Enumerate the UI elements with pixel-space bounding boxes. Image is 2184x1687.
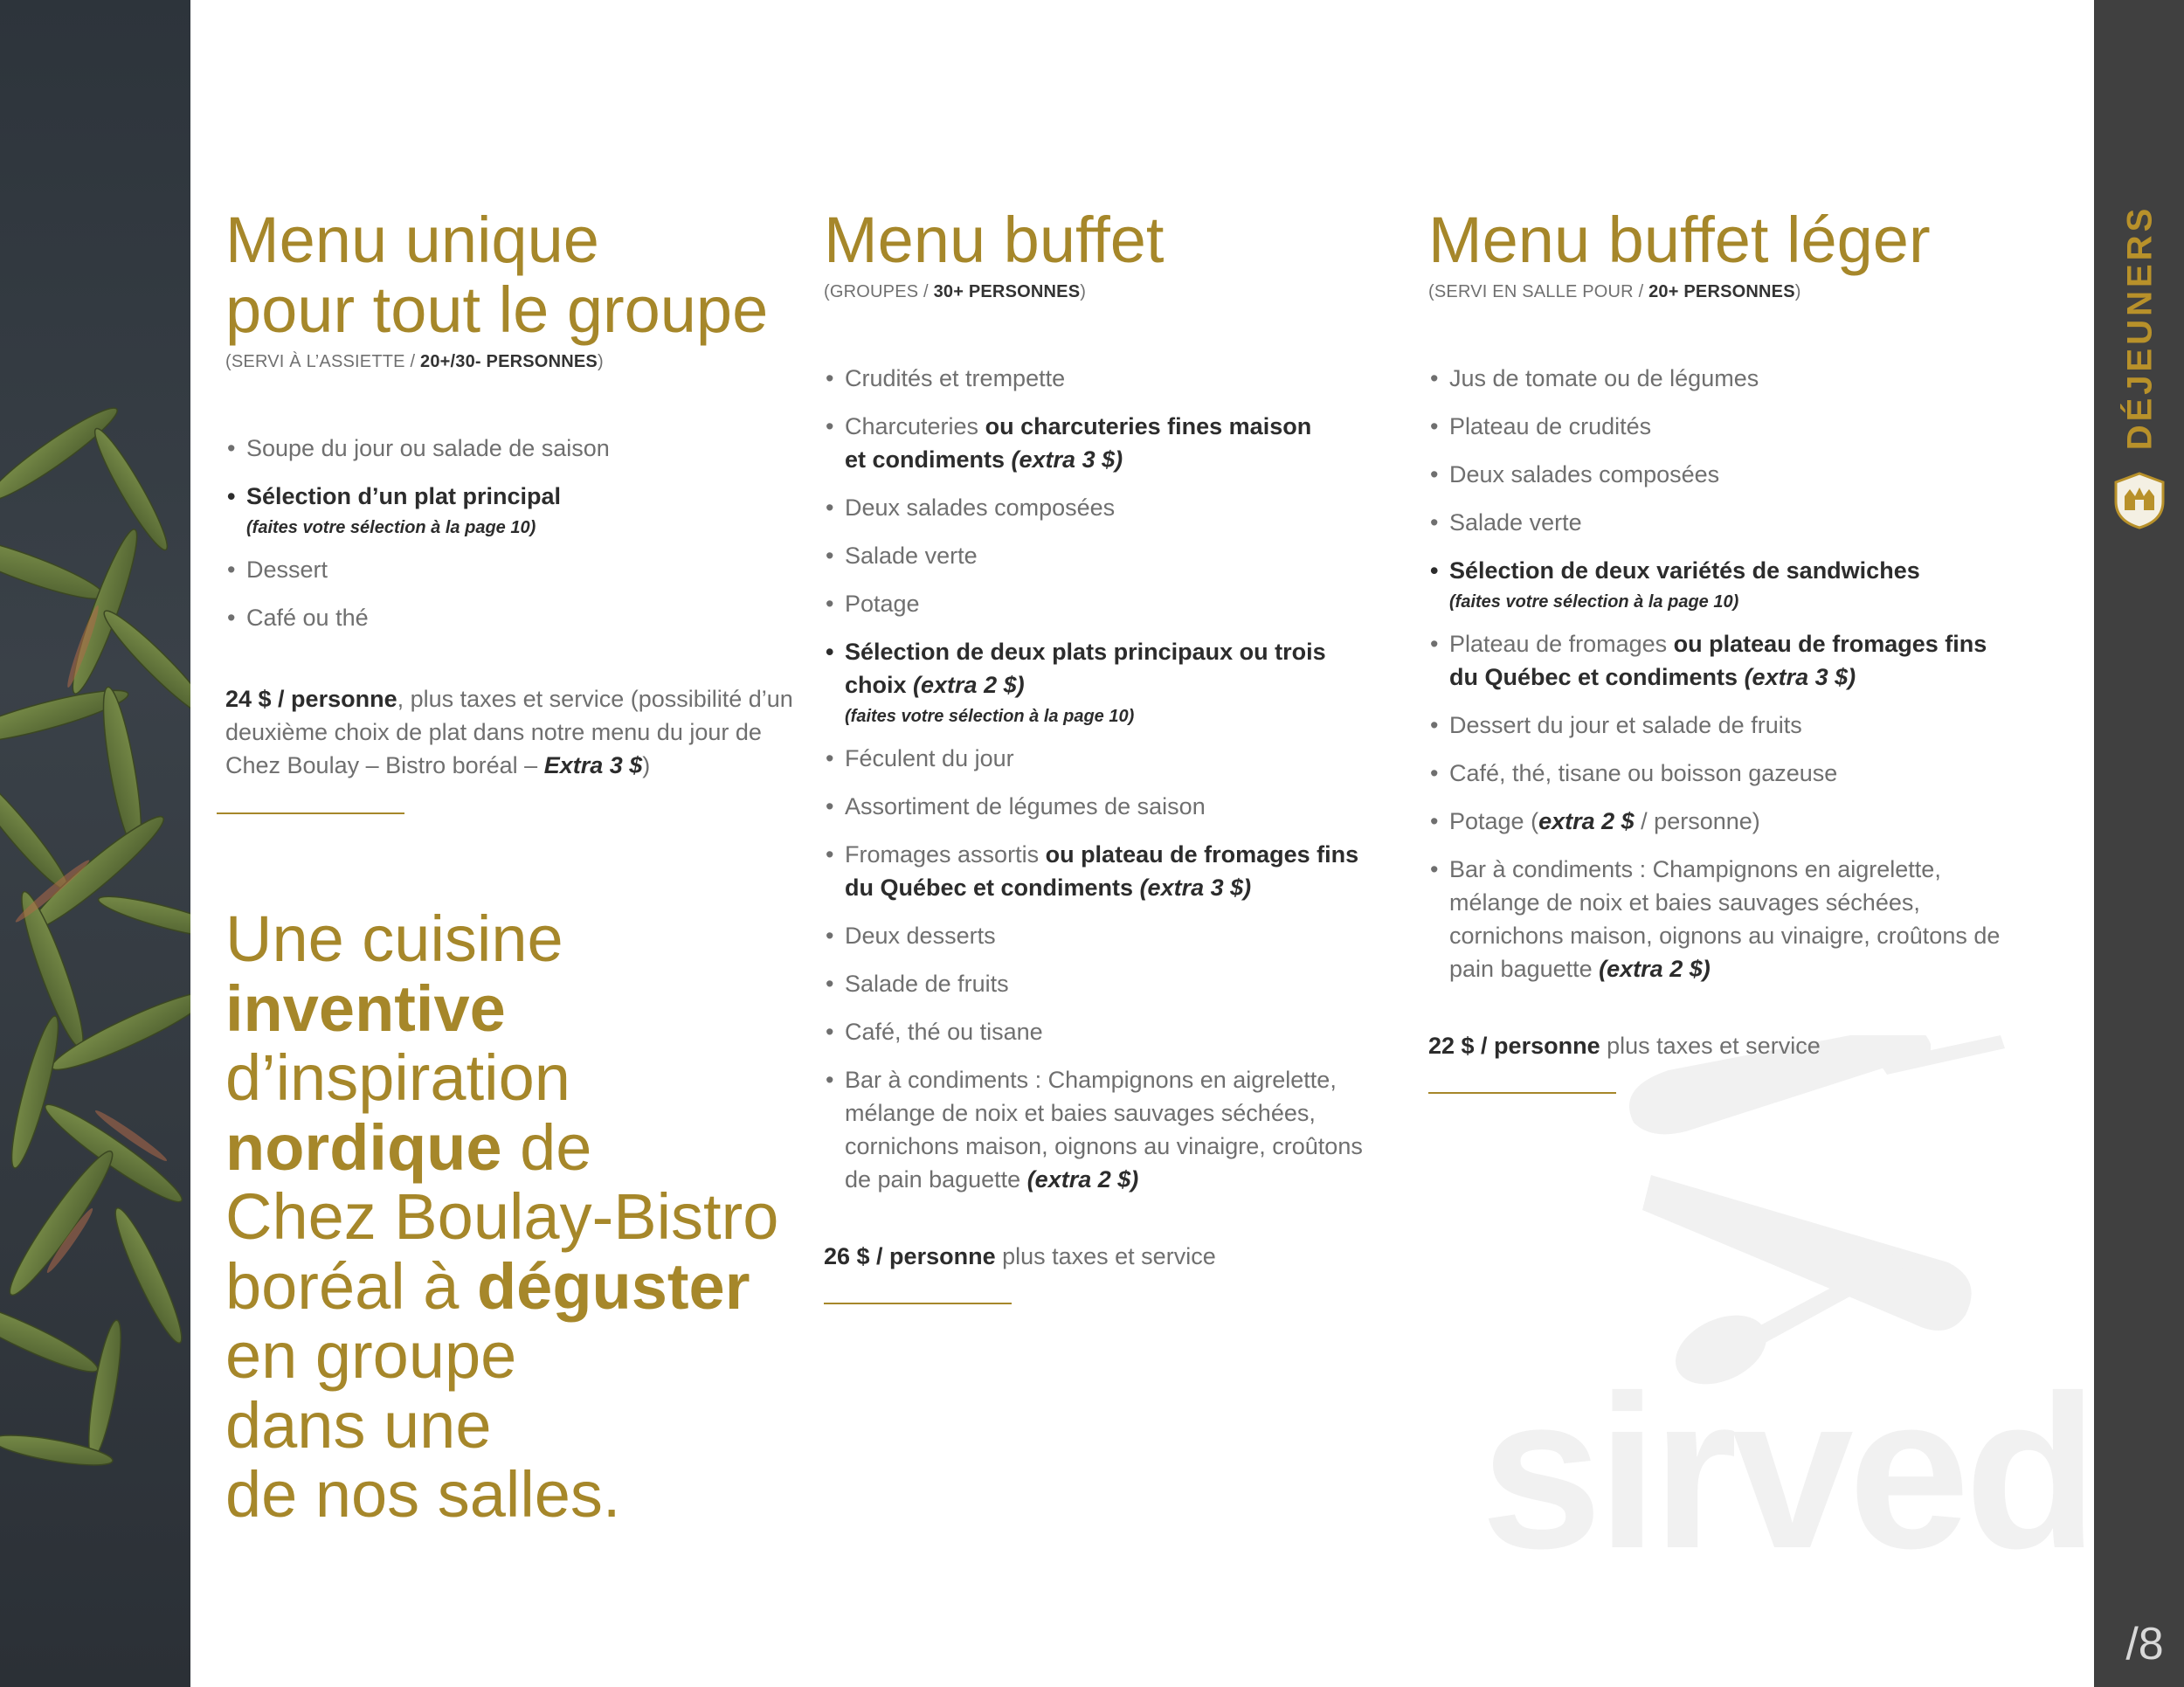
menu-leger-subtitle: (SERVI EN SALLE POUR / 20+ PERSONNES)	[1428, 282, 1801, 301]
list-item: • Charcuteries ou charcuteries fines maison et condiments (extra 3 $)	[824, 410, 1392, 476]
divider	[217, 812, 404, 814]
menu-unique-subtitle: (SERVI À L’ASSIETTE / 20+/30- PERSONNES)	[225, 352, 604, 371]
list-item: • Café, thé ou tisane	[824, 1015, 1392, 1048]
list-item: • Sélection de deux plats principaux ou trois choix (extra 2 $) (faites votre sélection à la page 10)	[824, 635, 1392, 729]
page-number: /8	[2125, 1619, 2164, 1670]
list-item: • Deux desserts	[824, 919, 1392, 952]
list-item: • Assortiment de légumes de saison	[824, 790, 1392, 823]
watermark-text: sirved	[1481, 1350, 2093, 1594]
herb-leaves-image	[0, 0, 190, 1687]
list-item: • Dessert	[225, 553, 802, 586]
tagline: Une cuisine inventive d’inspiration nordique de Chez Boulay-Bistro boréal à déguster en groupe dans une de nos salles.	[225, 902, 779, 1531]
divider	[1428, 1092, 1616, 1094]
section-title: DÉJEUNERS	[2120, 204, 2160, 451]
list-item: • Salade de fruits	[824, 967, 1392, 1000]
list-item: • Deux salades composées	[824, 491, 1392, 524]
menu-leger-list	[1428, 362, 2005, 985]
menu-leger-price: 22 $ / personne plus taxes et service	[1428, 1033, 1821, 1059]
list-item: • Potage	[824, 587, 1392, 620]
divider	[824, 1303, 1012, 1304]
menu-unique-price: 24 $ / personne, plus taxes et service (possibilité d’un deuxième choix de plat dans notre menu du jour de Chez Boulay – Bistro boréal – Extra 3 $)	[225, 686, 793, 778]
list-item: • Bar à condiments : Champignons en aigrelette, mélange de noix et baies sauvages séchées, cornichons maison, oignons au vinaigre, croûtons de pain baguette (extra 2 $)	[1428, 853, 2005, 985]
menu-leger-title: Menu buffet léger	[1428, 204, 1931, 276]
menu-unique-title: Menu unique pour tout le groupe	[225, 204, 769, 346]
list-item: • Salade verte	[1428, 506, 2005, 539]
menu-buffet-section	[824, 205, 1392, 1304]
list-item: • Féculent du jour	[824, 742, 1392, 775]
food-photo	[0, 0, 190, 1687]
menu-buffet-price: 26 $ / personne plus taxes et service	[824, 1243, 1216, 1269]
list-item: • Bar à condiments : Champignons en aigrelette, mélange de noix et baies sauvages séchées, cornichons maison, oignons au vinaigre, croûtons de pain baguette (extra 2 $)	[824, 1063, 1392, 1196]
menu-buffet-subtitle: (GROUPES / 30+ PERSONNES)	[824, 282, 1087, 301]
list-item: • Café, thé, tisane ou boisson gazeuse	[1428, 757, 2005, 790]
list-item: • Sélection de deux variétés de sandwiches (faites votre sélection à la page 10)	[1428, 554, 2005, 615]
list-item: • Café ou thé	[225, 601, 802, 634]
list-item: • Salade verte	[824, 539, 1392, 572]
list-item: • Dessert du jour et salade de fruits	[1428, 709, 2005, 742]
list-item: • Crudités et trempette	[824, 362, 1392, 395]
list-item: • Deux salades composées	[1428, 458, 2005, 491]
crest-icon	[2109, 470, 2170, 531]
list-item: • Fromages assortis ou plateau de fromages fins du Québec et condiments (extra 3 $)	[824, 838, 1392, 904]
list-item: • Plateau de fromages ou plateau de fromages fins du Québec et condiments (extra 3 $)	[1428, 627, 2005, 694]
list-item: • Sélection d’un plat principal (faites votre sélection à la page 10)	[225, 480, 802, 541]
menu-unique-list	[225, 432, 802, 634]
list-item: • Jus de tomate ou de légumes	[1428, 362, 2005, 395]
menu-leger-section	[1428, 205, 2005, 1094]
menu-buffet-title: Menu buffet	[824, 204, 1165, 276]
menu-unique-section	[225, 205, 802, 814]
list-item: • Plateau de crudités	[1428, 410, 2005, 443]
list-item: • Soupe du jour ou salade de saison	[225, 432, 802, 465]
list-item: • Potage (extra 2 $ / personne)	[1428, 805, 2005, 838]
menu-buffet-list	[824, 362, 1392, 1196]
